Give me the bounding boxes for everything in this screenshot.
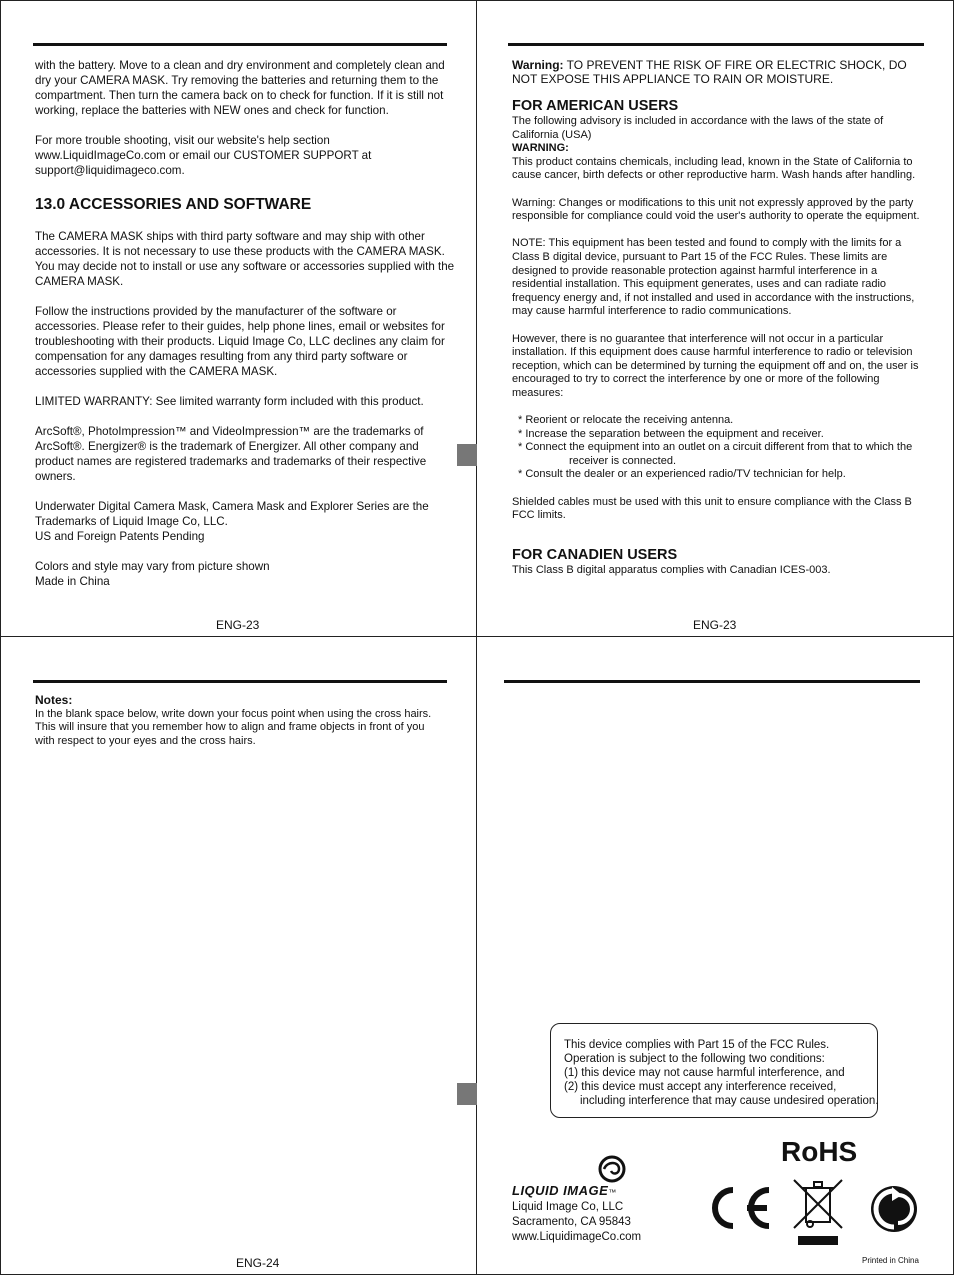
american-heading: FOR AMERICAN USERS	[512, 98, 679, 114]
fcc-line: Operation is subject to the following two conditions:	[564, 1053, 825, 1065]
section-heading: 13.0 ACCESSORIES AND SOFTWARE	[35, 196, 312, 213]
made-in-line: Made in China	[35, 575, 110, 588]
page-number: ENG-23	[216, 618, 260, 632]
changes-text: Warning: Changes or modifications to this unit not expressly approved by the party responsible for compliance could void the user's authority to operate the equipment.	[512, 196, 920, 223]
company-name: Liquid Image Co, LLC	[512, 1201, 624, 1213]
top-left-page	[35, 58, 455, 604]
trademark-line: Underwater Digital Camera Mask, Camera Mask and Explorer Series are the Trademarks of Liquid Image Co, LLC.	[35, 500, 429, 528]
fcc-line: (2) this device must accept any interference received,	[564, 1081, 837, 1093]
page-number: ENG-23	[693, 618, 737, 632]
horizontal-divider	[0, 636, 954, 637]
american-text: The following advisory is included in accordance with the laws of the state of California (USA)	[512, 115, 884, 141]
fcc-note-text: NOTE: This equipment has been tested and found to comply with the limits for a Class B digital device, pursuant to Part 15 of the FCC Rules. These limits are designed to provide reasonable protection against harmful interference in a residential installation. This equipment generates, uses and can radiate radio frequency energy and, if not installed and used in accordance with the instructions, may cause harmful interference to radio communications.	[512, 237, 915, 318]
prop65-text: This product contains chemicals, including lead, known in the State of California to cause cancer, birth defects or other reproductive harm. Wash hands after handling.	[512, 155, 916, 182]
warning2-label: WARNING:	[512, 142, 569, 155]
however-text: However, there is no guarantee that interference will not occur in a particular installation. If this equipment does cause harmful interference to radio or television reception, which can be determined by turning the equipment off and on, the user is encouraged to try to correct the interference by one or more of the following measures:	[512, 332, 919, 399]
top-right-rule	[508, 43, 924, 46]
instructions-paragraph: Follow the instructions provided by the manufacturer of the software or accessories. Please refer to their guides, help phone lines, email or websites for troubleshooting with their products. Liquid Image Co, LLC declines any claim for compensation for any damages resulting from any third party software or accessories supplied with the CAMERA MASK.	[35, 305, 445, 378]
fcc-compliance-box	[550, 1023, 878, 1118]
canadian-heading: FOR CANADIEN USERS	[512, 546, 678, 563]
warranty-paragraph: LIMITED WARRANTY: See limited warranty form included with this product.	[35, 395, 424, 408]
company-block	[512, 1155, 672, 1245]
top-left-rule	[33, 43, 447, 46]
bullet-item: * Increase the separation between the equipment and receiver.	[518, 427, 824, 440]
patents-line: US and Foreign Patents Pending	[35, 530, 205, 543]
ce-mark-icon	[703, 1184, 773, 1232]
company-website: www.LiquidimageCo.com	[512, 1231, 642, 1243]
fcc-line: (1) this device may not cause harmful interference, and	[564, 1067, 845, 1079]
canadian-text: This Class B digital apparatus complies with Canadian ICES-003.	[512, 563, 831, 576]
page-number: ENG-24	[236, 1256, 280, 1270]
warning-paragraph	[512, 58, 928, 86]
warning-text: TO PREVENT THE RISK OF FIRE OR ELECTRIC SHOCK, DO NOT EXPOSE THIS APPLIANCE TO RAIN OR MOISTURE.	[512, 58, 907, 86]
trademarks-paragraph: ArcSoft®, PhotoImpression™ and VideoImpression™ are the trademarks of ArcSoft®. Energizer® is the trademark of Energizer. All other company and product names are registered trademarks and trademarks of their respective owners.	[35, 425, 427, 483]
bottom-right-rule	[504, 680, 920, 683]
accessories-paragraph: The CAMERA MASK ships with third party software and may ship with other accessories. It is not necessary to use these products with the CAMERA MASK. You may decide not to install or use any software or accessories supplied with the CAMERA MASK.	[35, 230, 455, 288]
bullet-item: * Consult the dealer or an experienced radio/TV technician for help.	[518, 468, 846, 481]
page-tab-marker	[457, 1083, 477, 1105]
shielded-text: Shielded cables must be used with this unit to ensure compliance with the Class B FCC limits.	[512, 495, 912, 522]
bottom-left-rule	[33, 680, 447, 683]
printed-in-label: Printed in China	[862, 1256, 919, 1265]
brand-name: LIQUID IMAGE™	[512, 1183, 617, 1198]
support-paragraph: For more trouble shooting, visit our website's help section www.LiquidImageCo.com or email our CUSTOMER SUPPORT at support@liquidimageco.com.	[35, 134, 372, 177]
bullet-item: * Connect the equipment into an outlet on a circuit different from that to which the	[518, 441, 913, 454]
notes-label: Notes:	[35, 693, 73, 707]
warning-label: Warning:	[512, 58, 564, 72]
company-address: Sacramento, CA 95843	[512, 1216, 631, 1228]
top-right-page	[512, 58, 928, 577]
intro-paragraph: with the battery. Move to a clean and dry environment and completely clean and dry your CAMERA MASK. Try removing the batteries and returning them to the compartment. Then turn the camera back on to check for function. If it is still not working, replace the batteries with NEW ones and check for function.	[35, 59, 445, 117]
liquid-image-logo-icon	[552, 1155, 672, 1183]
colors-line: Colors and style may vary from picture shown	[35, 560, 270, 573]
rohs-label: RoHS	[781, 1136, 858, 1167]
bottom-left-page	[35, 694, 445, 748]
bullet-item-continued: receiver is connected.	[569, 454, 676, 467]
page-tab-marker	[457, 444, 477, 466]
fcc-line: This device complies with Part 15 of the FCC Rules.	[564, 1039, 830, 1051]
notes-text: In the blank space below, write down your focus point when using the cross hairs. This will insure that you remember how to align and frame objects in front of you with respect to your eyes and the cross hairs.	[35, 707, 432, 747]
bullet-item: * Reorient or relocate the receiving antenna.	[518, 414, 734, 427]
weee-bin-icon	[790, 1176, 846, 1246]
green-dot-recycling-icon	[870, 1185, 918, 1233]
fcc-line: including interference that may cause undesired operation.	[564, 1095, 879, 1107]
